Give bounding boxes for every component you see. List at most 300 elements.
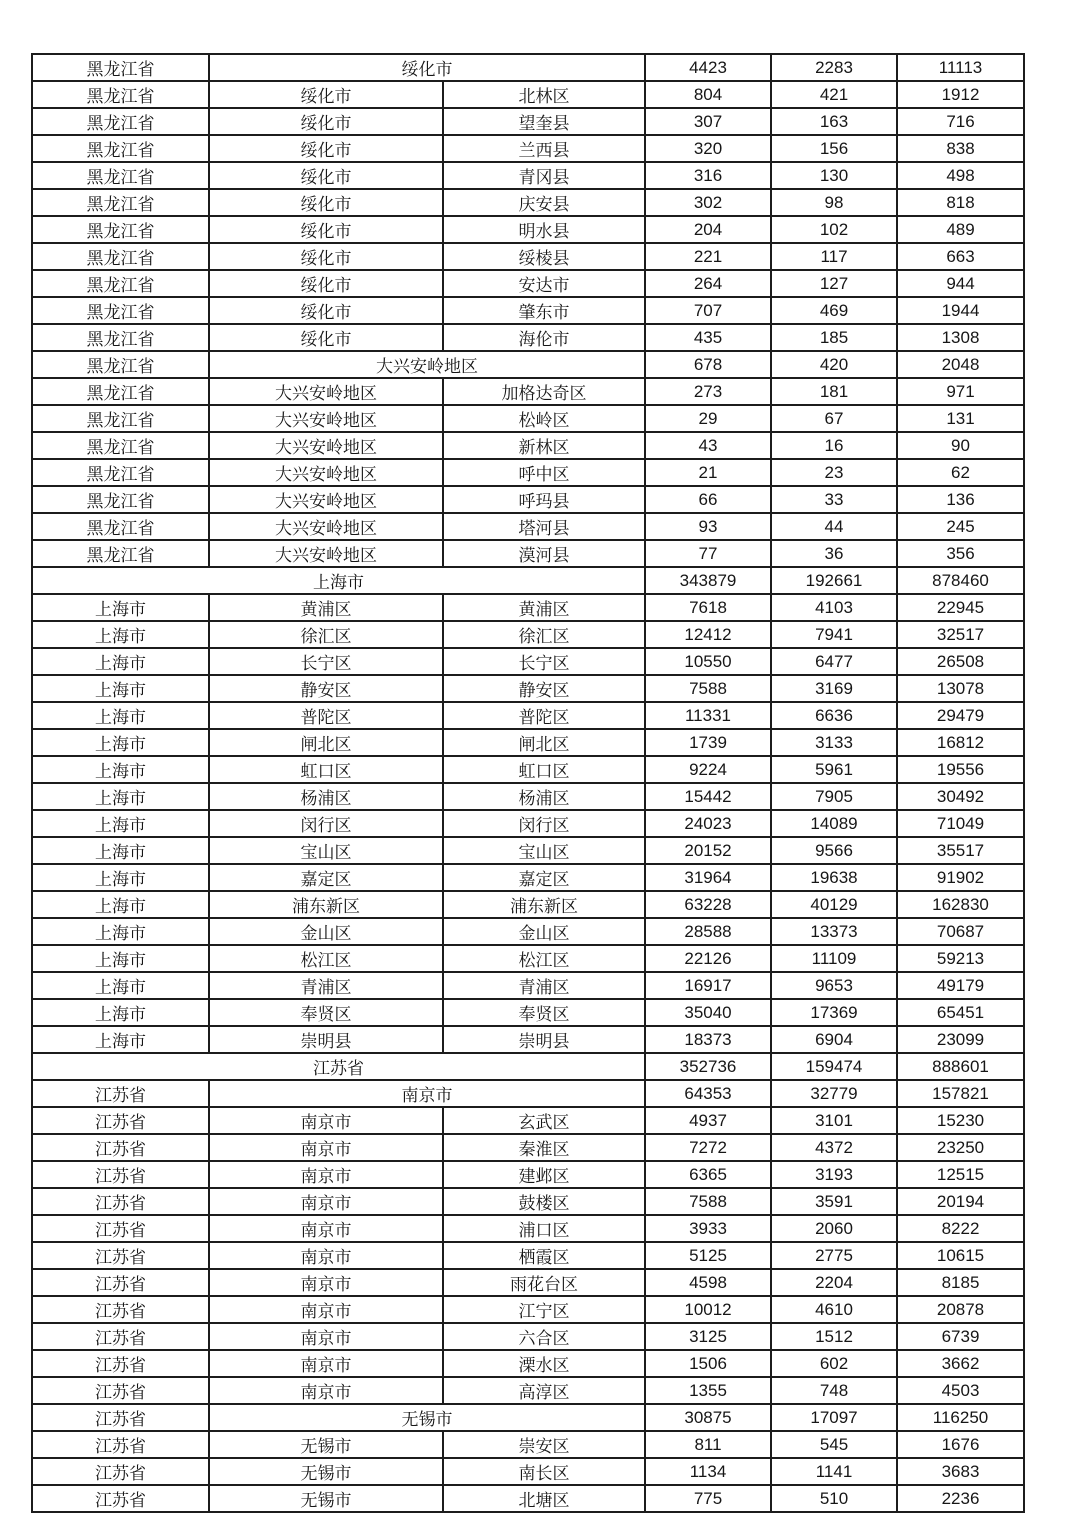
table-row (32, 756, 1024, 783)
province-cell: 江苏省 (32, 1134, 209, 1161)
province-cell: 黑龙江省 (32, 378, 209, 405)
value-2-cell: 2060 (771, 1215, 897, 1242)
value-3-cell: 22945 (897, 594, 1024, 621)
district-cell: 松江区 (443, 945, 645, 972)
value-1-cell: 316 (645, 162, 771, 189)
city-cell: 无锡市 (209, 1458, 443, 1485)
value-2-cell: 14089 (771, 810, 897, 837)
district-cell: 闸北区 (443, 729, 645, 756)
province-cell: 上海市 (32, 729, 209, 756)
city-cell: 绥化市 (209, 162, 443, 189)
city-cell: 青浦区 (209, 972, 443, 999)
city-cell: 无锡市 (209, 1431, 443, 1458)
province-cell: 黑龙江省 (32, 513, 209, 540)
value-2-cell: 130 (771, 162, 897, 189)
value-1-cell: 707 (645, 297, 771, 324)
value-2-cell: 420 (771, 351, 897, 378)
value-3-cell: 3662 (897, 1350, 1024, 1377)
province-cell: 上海市 (32, 594, 209, 621)
district-cell: 绥棱县 (443, 243, 645, 270)
value-3-cell: 356 (897, 540, 1024, 567)
value-1-cell: 804 (645, 81, 771, 108)
value-3-cell: 29479 (897, 702, 1024, 729)
table-row (32, 189, 1024, 216)
value-3-cell: 489 (897, 216, 1024, 243)
district-cell: 望奎县 (443, 108, 645, 135)
value-1-cell: 18373 (645, 1026, 771, 1053)
value-1-cell: 21 (645, 459, 771, 486)
value-3-cell: 15230 (897, 1107, 1024, 1134)
province-cell: 黑龙江省 (32, 432, 209, 459)
city-cell: 金山区 (209, 918, 443, 945)
city-total-cell: 绥化市 (209, 54, 645, 81)
value-2-cell: 17369 (771, 999, 897, 1026)
value-2-cell: 602 (771, 1350, 897, 1377)
city-cell: 大兴安岭地区 (209, 459, 443, 486)
table-row (32, 1053, 1024, 1080)
district-cell: 浦东新区 (443, 891, 645, 918)
table-row (32, 729, 1024, 756)
province-cell: 上海市 (32, 702, 209, 729)
value-2-cell: 19638 (771, 864, 897, 891)
value-3-cell: 12515 (897, 1161, 1024, 1188)
province-cell: 上海市 (32, 945, 209, 972)
table-row (32, 81, 1024, 108)
city-total-cell: 无锡市 (209, 1404, 645, 1431)
value-3-cell: 2236 (897, 1485, 1024, 1512)
value-2-cell: 510 (771, 1485, 897, 1512)
value-3-cell: 498 (897, 162, 1024, 189)
district-cell: 雨花台区 (443, 1269, 645, 1296)
province-cell: 上海市 (32, 621, 209, 648)
table-row (32, 567, 1024, 594)
city-cell: 长宁区 (209, 648, 443, 675)
district-cell: 奉贤区 (443, 999, 645, 1026)
province-cell: 上海市 (32, 972, 209, 999)
city-cell: 大兴安岭地区 (209, 378, 443, 405)
province-cell: 黑龙江省 (32, 216, 209, 243)
value-2-cell: 9653 (771, 972, 897, 999)
value-3-cell: 136 (897, 486, 1024, 513)
value-2-cell: 748 (771, 1377, 897, 1404)
city-cell: 绥化市 (209, 243, 443, 270)
value-1-cell: 6365 (645, 1161, 771, 1188)
value-1-cell: 29 (645, 405, 771, 432)
province-cell: 黑龙江省 (32, 324, 209, 351)
district-cell: 嘉定区 (443, 864, 645, 891)
value-3-cell: 4503 (897, 1377, 1024, 1404)
province-cell: 黑龙江省 (32, 351, 209, 378)
district-cell: 北塘区 (443, 1485, 645, 1512)
city-total-cell: 南京市 (209, 1080, 645, 1107)
table-row (32, 810, 1024, 837)
city-cell: 南京市 (209, 1188, 443, 1215)
value-3-cell: 8185 (897, 1269, 1024, 1296)
value-2-cell: 7905 (771, 783, 897, 810)
value-3-cell: 6739 (897, 1323, 1024, 1350)
table-row (32, 702, 1024, 729)
value-3-cell: 818 (897, 189, 1024, 216)
city-cell: 南京市 (209, 1350, 443, 1377)
province-cell: 黑龙江省 (32, 405, 209, 432)
value-2-cell: 4372 (771, 1134, 897, 1161)
value-3-cell: 1944 (897, 297, 1024, 324)
value-3-cell: 19556 (897, 756, 1024, 783)
province-cell: 江苏省 (32, 1296, 209, 1323)
table-row (32, 945, 1024, 972)
table-row (32, 972, 1024, 999)
district-cell: 青冈县 (443, 162, 645, 189)
province-cell: 上海市 (32, 999, 209, 1026)
value-2-cell: 3193 (771, 1161, 897, 1188)
province-cell: 上海市 (32, 918, 209, 945)
value-3-cell: 3683 (897, 1458, 1024, 1485)
value-1-cell: 43 (645, 432, 771, 459)
value-1-cell: 775 (645, 1485, 771, 1512)
province-cell: 江苏省 (32, 1242, 209, 1269)
value-2-cell: 3133 (771, 729, 897, 756)
city-cell: 南京市 (209, 1296, 443, 1323)
value-2-cell: 23 (771, 459, 897, 486)
value-2-cell: 40129 (771, 891, 897, 918)
district-cell: 建邺区 (443, 1161, 645, 1188)
district-cell: 六合区 (443, 1323, 645, 1350)
value-3-cell: 245 (897, 513, 1024, 540)
value-2-cell: 44 (771, 513, 897, 540)
district-cell: 漠河县 (443, 540, 645, 567)
value-2-cell: 127 (771, 270, 897, 297)
table-row (32, 1215, 1024, 1242)
value-3-cell: 32517 (897, 621, 1024, 648)
value-1-cell: 93 (645, 513, 771, 540)
value-1-cell: 22126 (645, 945, 771, 972)
value-2-cell: 421 (771, 81, 897, 108)
city-cell: 绥化市 (209, 270, 443, 297)
city-cell: 大兴安岭地区 (209, 513, 443, 540)
value-2-cell: 545 (771, 1431, 897, 1458)
value-3-cell: 26508 (897, 648, 1024, 675)
value-2-cell: 469 (771, 297, 897, 324)
province-cell: 江苏省 (32, 1188, 209, 1215)
city-cell: 静安区 (209, 675, 443, 702)
value-1-cell: 24023 (645, 810, 771, 837)
table-row (32, 324, 1024, 351)
table-row (32, 1350, 1024, 1377)
district-cell: 黄浦区 (443, 594, 645, 621)
value-2-cell: 102 (771, 216, 897, 243)
district-cell: 呼中区 (443, 459, 645, 486)
value-2-cell: 7941 (771, 621, 897, 648)
value-1-cell: 204 (645, 216, 771, 243)
city-cell: 绥化市 (209, 135, 443, 162)
district-cell: 安达市 (443, 270, 645, 297)
city-cell: 闸北区 (209, 729, 443, 756)
value-2-cell: 192661 (771, 567, 897, 594)
value-3-cell: 663 (897, 243, 1024, 270)
value-1-cell: 66 (645, 486, 771, 513)
province-cell: 黑龙江省 (32, 162, 209, 189)
district-cell: 新林区 (443, 432, 645, 459)
province-cell: 黑龙江省 (32, 270, 209, 297)
province-cell: 黑龙江省 (32, 297, 209, 324)
district-cell: 松岭区 (443, 405, 645, 432)
city-cell: 绥化市 (209, 81, 443, 108)
value-3-cell: 162830 (897, 891, 1024, 918)
value-2-cell: 185 (771, 324, 897, 351)
value-1-cell: 1355 (645, 1377, 771, 1404)
value-3-cell: 11113 (897, 54, 1024, 81)
table-row (32, 513, 1024, 540)
table-row (32, 1458, 1024, 1485)
region-statistics-table (31, 53, 1025, 1513)
value-1-cell: 77 (645, 540, 771, 567)
table-row (32, 54, 1024, 81)
district-cell: 江宁区 (443, 1296, 645, 1323)
value-3-cell: 116250 (897, 1404, 1024, 1431)
value-2-cell: 6636 (771, 702, 897, 729)
district-cell: 崇明县 (443, 1026, 645, 1053)
table-row (32, 918, 1024, 945)
value-1-cell: 35040 (645, 999, 771, 1026)
province-cell: 上海市 (32, 648, 209, 675)
province-cell: 黑龙江省 (32, 189, 209, 216)
value-3-cell: 971 (897, 378, 1024, 405)
value-3-cell: 30492 (897, 783, 1024, 810)
value-1-cell: 343879 (645, 567, 771, 594)
district-cell: 徐汇区 (443, 621, 645, 648)
value-1-cell: 5125 (645, 1242, 771, 1269)
value-1-cell: 1739 (645, 729, 771, 756)
value-3-cell: 71049 (897, 810, 1024, 837)
district-cell: 静安区 (443, 675, 645, 702)
city-cell: 大兴安岭地区 (209, 540, 443, 567)
value-3-cell: 65451 (897, 999, 1024, 1026)
table-row (32, 1026, 1024, 1053)
province-cell: 上海市 (32, 783, 209, 810)
value-3-cell: 878460 (897, 567, 1024, 594)
table-row (32, 243, 1024, 270)
value-3-cell: 23250 (897, 1134, 1024, 1161)
city-cell: 南京市 (209, 1161, 443, 1188)
value-2-cell: 33 (771, 486, 897, 513)
value-3-cell: 131 (897, 405, 1024, 432)
district-cell: 兰西县 (443, 135, 645, 162)
value-3-cell: 91902 (897, 864, 1024, 891)
district-cell: 金山区 (443, 918, 645, 945)
value-1-cell: 31964 (645, 864, 771, 891)
province-cell: 黑龙江省 (32, 108, 209, 135)
value-1-cell: 320 (645, 135, 771, 162)
table-row (32, 378, 1024, 405)
city-cell: 普陀区 (209, 702, 443, 729)
table-row (32, 135, 1024, 162)
value-2-cell: 4103 (771, 594, 897, 621)
district-cell: 南长区 (443, 1458, 645, 1485)
value-3-cell: 1912 (897, 81, 1024, 108)
city-cell: 崇明县 (209, 1026, 443, 1053)
city-cell: 虹口区 (209, 756, 443, 783)
city-cell: 南京市 (209, 1377, 443, 1404)
value-1-cell: 273 (645, 378, 771, 405)
table-row (32, 432, 1024, 459)
value-2-cell: 17097 (771, 1404, 897, 1431)
table-row (32, 1323, 1024, 1350)
value-2-cell: 32779 (771, 1080, 897, 1107)
value-2-cell: 2283 (771, 54, 897, 81)
value-2-cell: 36 (771, 540, 897, 567)
district-cell: 北林区 (443, 81, 645, 108)
value-1-cell: 678 (645, 351, 771, 378)
value-1-cell: 352736 (645, 1053, 771, 1080)
value-2-cell: 98 (771, 189, 897, 216)
city-cell: 无锡市 (209, 1485, 443, 1512)
city-cell: 闵行区 (209, 810, 443, 837)
district-cell: 长宁区 (443, 648, 645, 675)
city-cell: 宝山区 (209, 837, 443, 864)
province-cell: 上海市 (32, 837, 209, 864)
value-1-cell: 435 (645, 324, 771, 351)
value-1-cell: 264 (645, 270, 771, 297)
province-cell: 上海市 (32, 810, 209, 837)
district-cell: 虹口区 (443, 756, 645, 783)
table-row (32, 675, 1024, 702)
city-cell: 绥化市 (209, 297, 443, 324)
table-row (32, 783, 1024, 810)
value-2-cell: 13373 (771, 918, 897, 945)
city-cell: 徐汇区 (209, 621, 443, 648)
value-3-cell: 16812 (897, 729, 1024, 756)
table-row (32, 1134, 1024, 1161)
value-1-cell: 7618 (645, 594, 771, 621)
value-3-cell: 13078 (897, 675, 1024, 702)
table-row (32, 1188, 1024, 1215)
value-1-cell: 15442 (645, 783, 771, 810)
value-2-cell: 2204 (771, 1269, 897, 1296)
value-3-cell: 70687 (897, 918, 1024, 945)
province-cell: 江苏省 (32, 1080, 209, 1107)
city-cell: 绥化市 (209, 324, 443, 351)
value-3-cell: 1676 (897, 1431, 1024, 1458)
value-3-cell: 157821 (897, 1080, 1024, 1107)
district-cell: 溧水区 (443, 1350, 645, 1377)
value-3-cell: 35517 (897, 837, 1024, 864)
value-2-cell: 3101 (771, 1107, 897, 1134)
table-row (32, 216, 1024, 243)
value-1-cell: 28588 (645, 918, 771, 945)
city-total-cell: 大兴安岭地区 (209, 351, 645, 378)
province-cell: 江苏省 (32, 1350, 209, 1377)
value-1-cell: 3933 (645, 1215, 771, 1242)
province-cell: 江苏省 (32, 1215, 209, 1242)
province-cell: 江苏省 (32, 1161, 209, 1188)
table-row (32, 1161, 1024, 1188)
value-2-cell: 156 (771, 135, 897, 162)
province-cell: 黑龙江省 (32, 243, 209, 270)
value-1-cell: 7588 (645, 675, 771, 702)
table-row (32, 1431, 1024, 1458)
province-cell: 江苏省 (32, 1323, 209, 1350)
value-2-cell: 5961 (771, 756, 897, 783)
value-1-cell: 12412 (645, 621, 771, 648)
table-row (32, 1107, 1024, 1134)
table-row (32, 1485, 1024, 1512)
city-cell: 绥化市 (209, 108, 443, 135)
district-cell: 明水县 (443, 216, 645, 243)
city-cell: 大兴安岭地区 (209, 405, 443, 432)
district-cell: 玄武区 (443, 1107, 645, 1134)
value-3-cell: 1308 (897, 324, 1024, 351)
value-1-cell: 4937 (645, 1107, 771, 1134)
value-3-cell: 716 (897, 108, 1024, 135)
district-cell: 秦淮区 (443, 1134, 645, 1161)
table-row (32, 162, 1024, 189)
value-3-cell: 20194 (897, 1188, 1024, 1215)
value-1-cell: 307 (645, 108, 771, 135)
value-2-cell: 16 (771, 432, 897, 459)
value-1-cell: 64353 (645, 1080, 771, 1107)
value-3-cell: 888601 (897, 1053, 1024, 1080)
province-total-cell: 上海市 (32, 567, 645, 594)
value-3-cell: 90 (897, 432, 1024, 459)
value-3-cell: 20878 (897, 1296, 1024, 1323)
district-cell: 崇安区 (443, 1431, 645, 1458)
city-cell: 浦东新区 (209, 891, 443, 918)
value-1-cell: 7588 (645, 1188, 771, 1215)
value-2-cell: 4610 (771, 1296, 897, 1323)
value-1-cell: 1506 (645, 1350, 771, 1377)
table-row (32, 648, 1024, 675)
province-cell: 上海市 (32, 891, 209, 918)
district-cell: 青浦区 (443, 972, 645, 999)
value-2-cell: 1141 (771, 1458, 897, 1485)
city-cell: 松江区 (209, 945, 443, 972)
district-cell: 庆安县 (443, 189, 645, 216)
city-cell: 南京市 (209, 1107, 443, 1134)
table-row (32, 1404, 1024, 1431)
table-row (32, 108, 1024, 135)
city-cell: 南京市 (209, 1269, 443, 1296)
district-cell: 海伦市 (443, 324, 645, 351)
table-row (32, 864, 1024, 891)
value-1-cell: 20152 (645, 837, 771, 864)
city-cell: 杨浦区 (209, 783, 443, 810)
district-cell: 加格达奇区 (443, 378, 645, 405)
city-cell: 南京市 (209, 1323, 443, 1350)
city-cell: 黄浦区 (209, 594, 443, 621)
province-cell: 江苏省 (32, 1377, 209, 1404)
city-cell: 南京市 (209, 1215, 443, 1242)
value-3-cell: 838 (897, 135, 1024, 162)
city-cell: 大兴安岭地区 (209, 432, 443, 459)
district-cell: 呼玛县 (443, 486, 645, 513)
value-2-cell: 6477 (771, 648, 897, 675)
district-cell: 杨浦区 (443, 783, 645, 810)
table-row (32, 1269, 1024, 1296)
value-1-cell: 302 (645, 189, 771, 216)
table-row (32, 837, 1024, 864)
city-cell: 嘉定区 (209, 864, 443, 891)
city-cell: 奉贤区 (209, 999, 443, 1026)
city-cell: 绥化市 (209, 189, 443, 216)
value-1-cell: 11331 (645, 702, 771, 729)
table-row (32, 1080, 1024, 1107)
province-cell: 黑龙江省 (32, 135, 209, 162)
province-cell: 黑龙江省 (32, 459, 209, 486)
table-row (32, 270, 1024, 297)
value-3-cell: 49179 (897, 972, 1024, 999)
value-1-cell: 63228 (645, 891, 771, 918)
value-1-cell: 4598 (645, 1269, 771, 1296)
